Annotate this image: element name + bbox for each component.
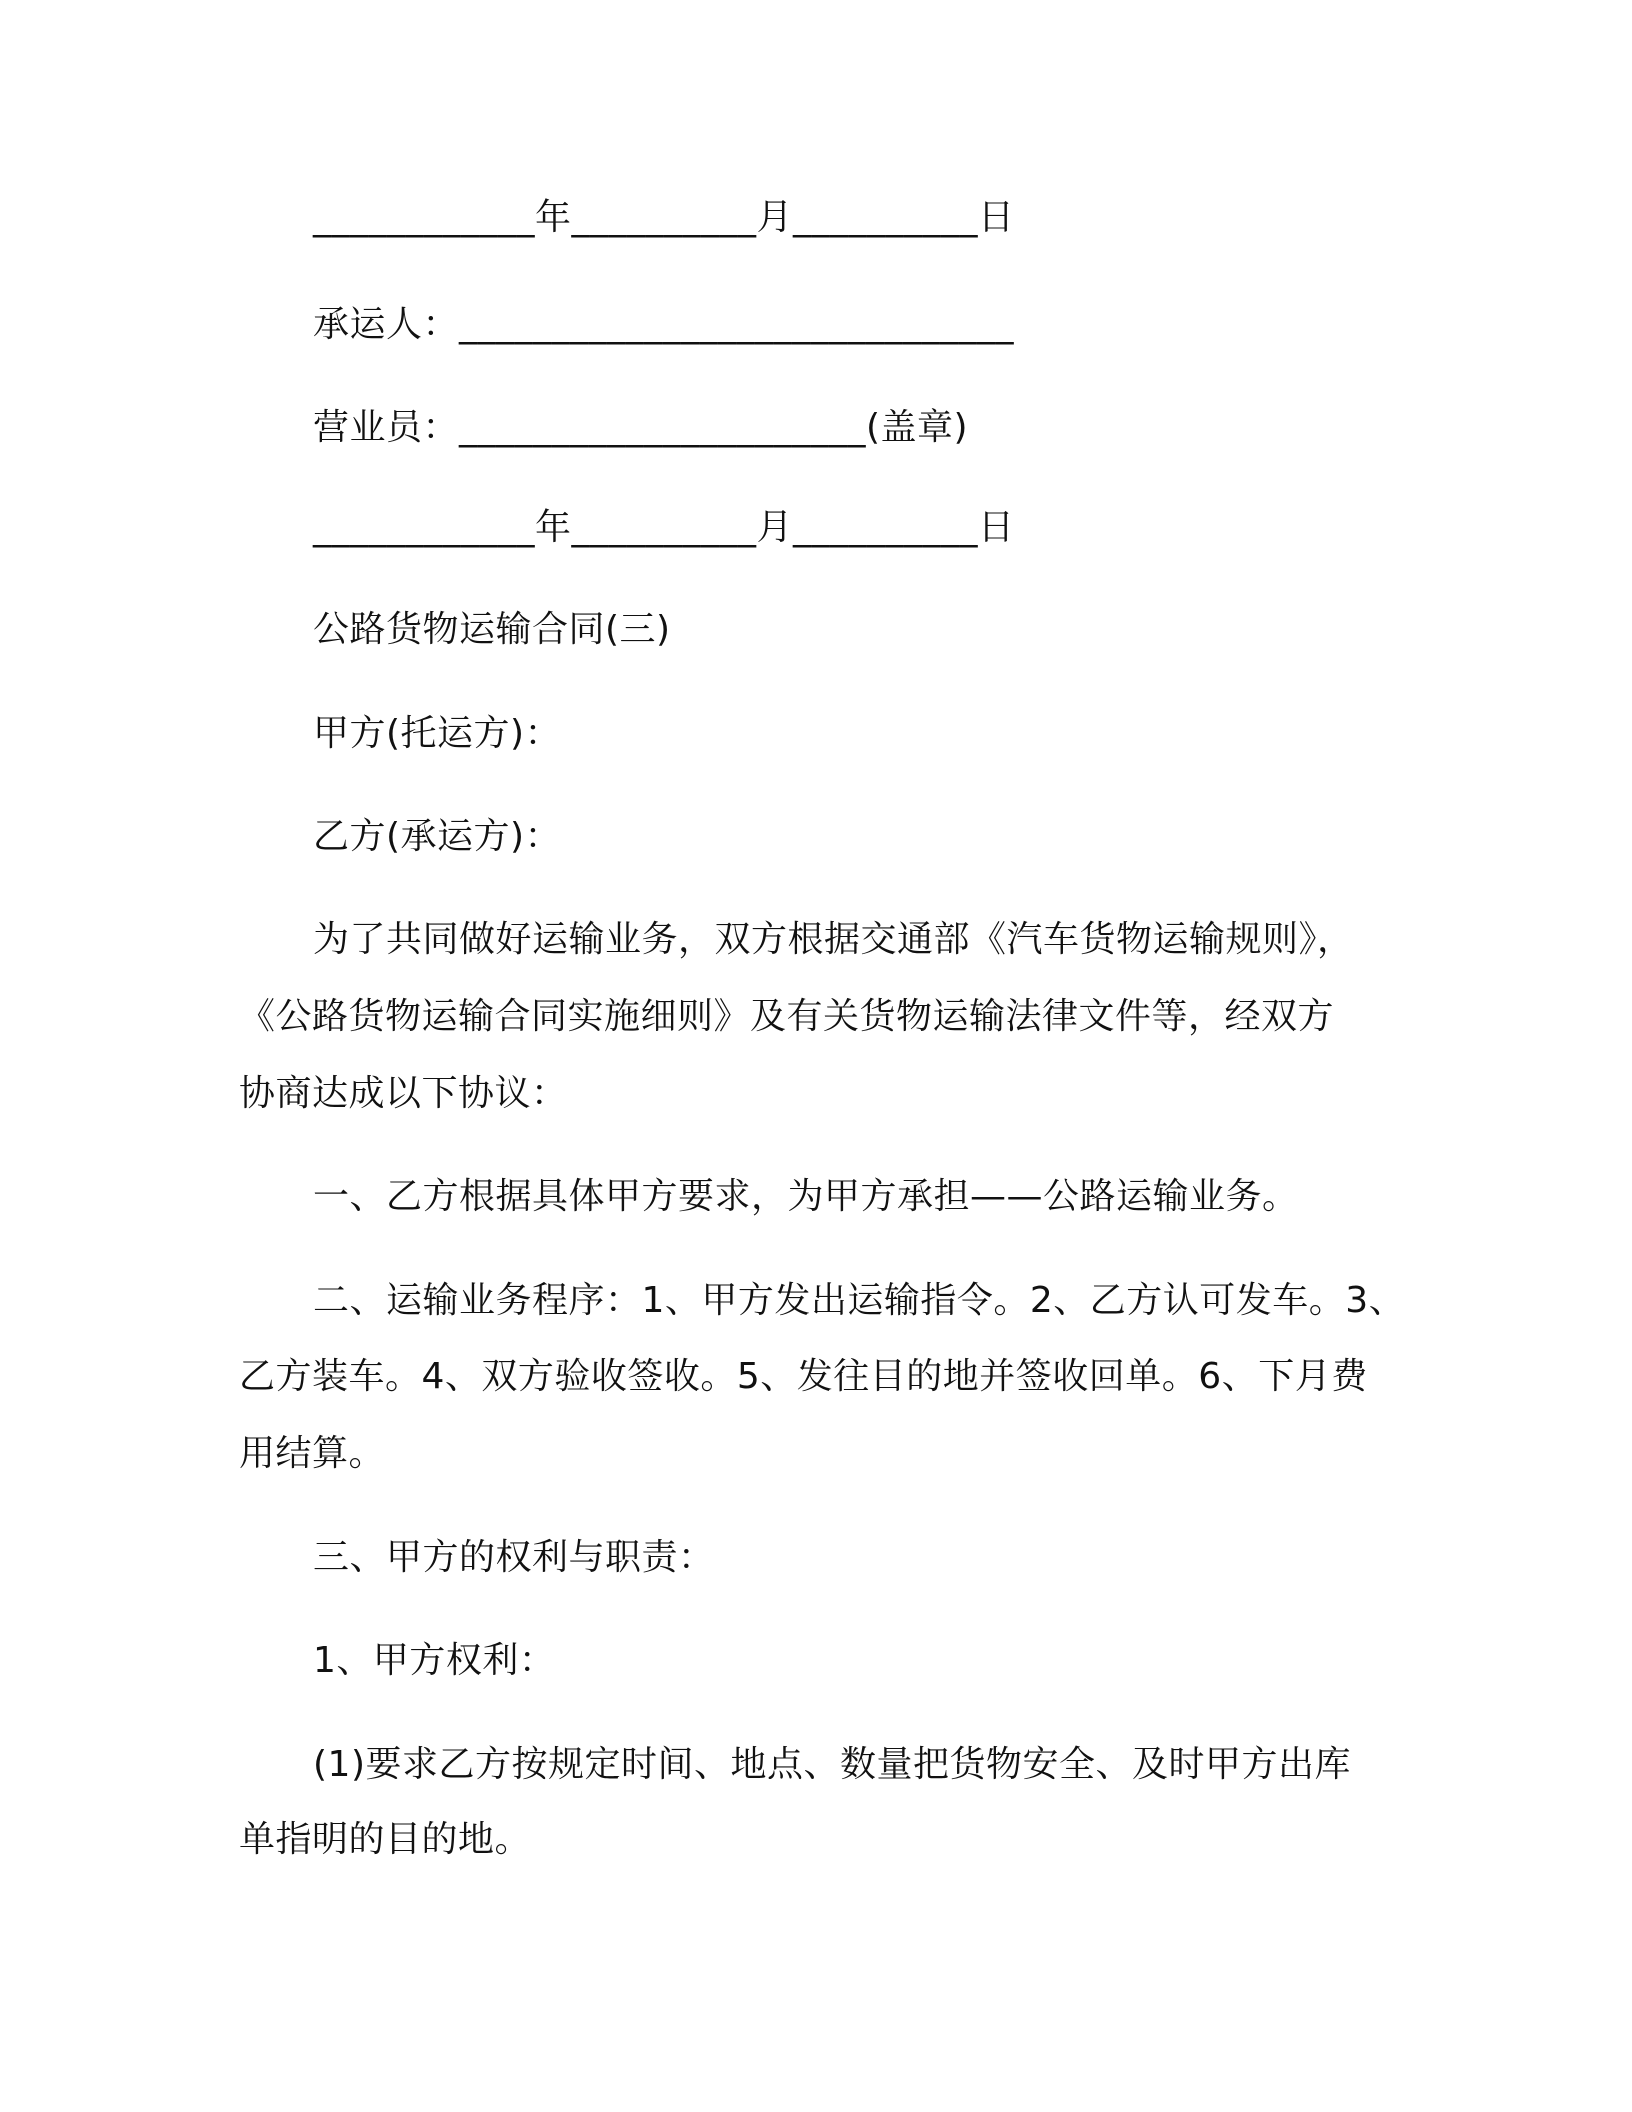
clause-3-1-item-1-line-1: (1)要求乙方按规定时间、地点、数量把货物安全、及时甲方出库 <box>313 1744 1351 1785</box>
contract-title: 公路货物运输合同(三) <box>313 609 671 650</box>
clause-2-line-2: 乙方装车。4、双方验收签收。5、发往目的地并签收回单。6、下月费 <box>239 1356 1368 1397</box>
clause-2-line-1: 二、运输业务程序：1、甲方发出运输指令。2、乙方认可发车。3、 <box>313 1280 1406 1321</box>
clause-3-heading: 三、甲方的权利与职责： <box>313 1537 715 1578</box>
clause-3-1-heading: 1、甲方权利： <box>313 1640 556 1681</box>
date-line-2: ____________年__________月__________日 <box>313 507 1015 548</box>
carrier-signature-line: 承运人：______________________________ <box>313 304 1015 345</box>
party-a-line: 甲方(托运方)： <box>313 713 562 754</box>
date-line-1: ____________年__________月__________日 <box>313 197 1015 238</box>
party-b-line: 乙方(承运方)： <box>313 816 562 857</box>
preamble-line-2: 《公路货物运输合同实施细则》及有关货物运输法律文件等，经双方 <box>239 996 1335 1037</box>
preamble-line-3: 协商达成以下协议： <box>239 1073 568 1114</box>
clause-2-line-3: 用结算。 <box>239 1433 386 1474</box>
clause-1: 一、乙方根据具体甲方要求，为甲方承担——公路运输业务。 <box>313 1176 1299 1217</box>
clerk-signature-line: 营业员：______________________(盖章) <box>313 407 969 448</box>
clause-3-1-item-1-line-2: 单指明的目的地。 <box>239 1819 532 1860</box>
preamble-line-1: 为了共同做好运输业务，双方根据交通部《汽车货物运输规则》， <box>313 919 1354 960</box>
